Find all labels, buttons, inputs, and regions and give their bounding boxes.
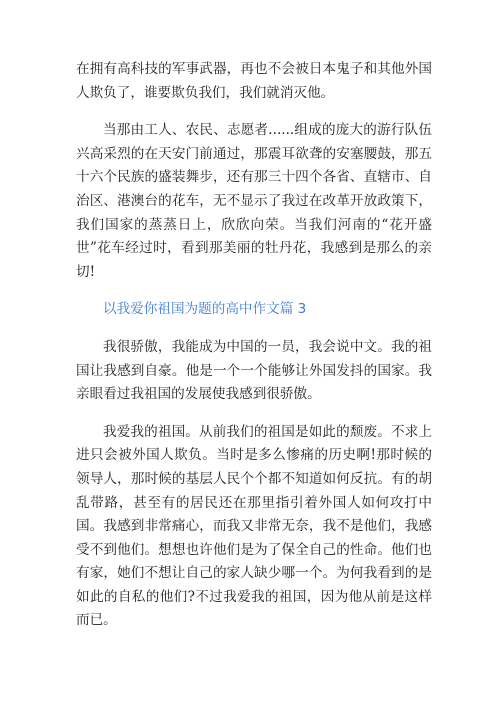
paragraph-gap — [76, 284, 500, 298]
paragraph-gap — [76, 407, 500, 421]
paragraph-1: 在拥有高科技的军事武器，再也不会被日本鬼子和其他外国人欺负了，谁要欺负我们，我们就消灭他。 — [76, 61, 432, 101]
paragraph-4: 我爱我的祖国。从前我们的祖国是如此的颓废。不求上进只会被外国人欺负。当时是多么惨痛的历史啊!那时候的领导人，那时候的基层人民个个都不知道如何反抗。有的胡乱带路，甚至有的居民还在那里指引着外国人如何攻打中国。我感到非常痛心，而我又非常无奈，我不是他们，我感受不到他们。想想也许他们是为了保全自己的性命。他们也有家，她们不想让自己的家人缺少哪一个。为何我看到的是如此的自私的他们?不过我爱我的祖国，因为他从前是这样而已。 — [76, 423, 432, 629]
paragraph-2: 当那由工人、农民、志愿者......组成的庞大的游行队伍兴高采烈的在天安门前通过，那震耳欲聋的安塞腰鼓，那五十六个民族的盛装舞步，还有那三十四个各省、直辖市、自治区、港澳台的花车，无不显示了我过在改革开放政策下，我们国家的蒸蒸日上，欣欣向荣。当我们河南的“花开盛世”花车经过时，看到那美丽的牡丹花，我感到是那么的亲切! — [76, 122, 432, 280]
paragraph-gap — [76, 105, 500, 119]
paragraph-3: 我很骄傲，我能成为中国的一员，我会说中文。我的祖国让我感到自豪。他是一个一个能够让外国发抖的国家。我亲眼看过我祖国的发展使我感到很骄傲。 — [76, 338, 432, 403]
section-heading: 以我爱你祖国为题的高中作文篇 3 — [103, 301, 307, 318]
paragraph-gap — [76, 322, 500, 336]
